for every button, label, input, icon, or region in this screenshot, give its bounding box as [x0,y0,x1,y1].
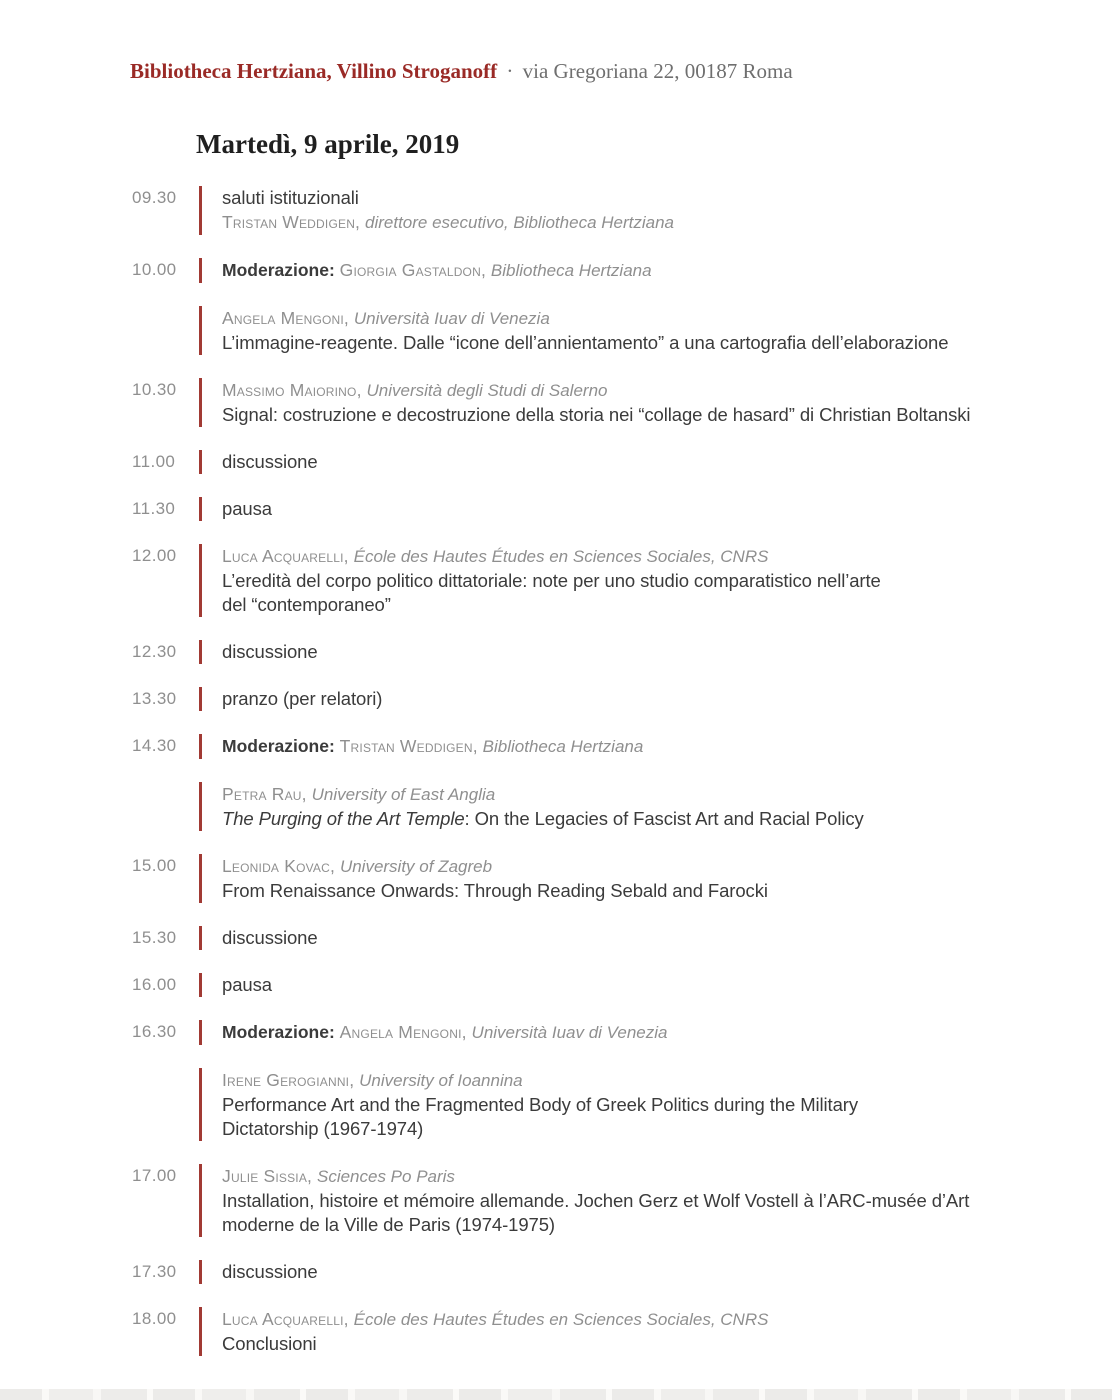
speaker-line [222,378,970,403]
schedule-item [130,1260,1112,1284]
institution-name: Bibliotheca Hertziana, Villino Stroganoff [130,59,498,83]
institution-address: via Gregoriana 22, 00187 Roma [522,59,793,83]
session-label: discussione [222,927,318,948]
item-content [199,926,318,950]
session-label: discussione [222,641,318,662]
speaker-name: Irene Gerogianni, [222,1070,355,1090]
schedule-item [130,782,1112,831]
item-content [199,1068,858,1141]
schedule-item [130,497,1112,521]
schedule-item [130,186,1112,235]
speaker-line [222,544,881,569]
schedule-item [130,854,1112,903]
schedule-item [130,258,1112,283]
talk-title-line: Dictatorship (1967-1974) [222,1118,424,1139]
time-label: 17.00 [132,1166,177,1185]
talk-title-line: moderne de la Ville de Paris (1974-1975) [222,1214,555,1235]
moderation-prefix: Moderazione: [222,1022,335,1042]
speaker-affiliation: Bibliotheca Hertziana [490,261,652,280]
speaker-name: Giorgia Gastaldon, [339,260,487,280]
time-label: 11.30 [132,499,176,518]
schedule-item [130,926,1112,950]
speaker-name: Julie Sissia, [222,1166,313,1186]
talk-title-line: del “contemporaneo” [222,594,391,615]
item-content [199,258,652,283]
schedule-item [130,306,1112,355]
speaker-affiliation: Bibliotheca Hertziana [482,737,644,756]
time-label: 15.00 [132,856,177,875]
session-label: pausa [222,498,272,519]
moderation-prefix: Moderazione: [222,260,335,280]
speaker-affiliation: University of Ioannina [359,1071,523,1090]
speaker-name: Massimo Maiorino, [222,380,362,400]
speaker-line [222,1307,768,1332]
time-label: 15.30 [132,928,177,947]
speaker-affiliation: Università Iuav di Venezia [353,309,550,328]
item-content [199,378,970,427]
item-content [199,306,948,355]
talk-title-line: Conclusioni [222,1333,317,1354]
session-label: saluti istituzionali [222,187,359,208]
talk-title-line: Installation, histoire et mémoire allemande. Jochen Gerz et Wolf Vostell à l’ARC-musée d’Art [222,1190,970,1211]
item-content [199,734,643,759]
schedule-item [130,450,1112,474]
time-label: 13.30 [132,689,177,708]
schedule-item [130,640,1112,664]
time-label: 11.00 [132,452,176,471]
speaker-name: Tristan Weddigen, [222,212,361,232]
schedule-item [130,378,1112,427]
moderation-line [222,1020,667,1045]
item-content [199,1164,969,1237]
item-content [199,782,864,831]
time-label: 17.30 [132,1262,177,1281]
talk-title-line: L’eredità del corpo politico dittatoriale: note per uno studio comparatistico nell’arte [222,570,881,591]
time-label: 09.30 [132,188,177,207]
speaker-affiliation: Università degli Studi di Salerno [366,381,608,400]
talk-title-line [222,807,864,831]
page-header [130,58,1112,85]
item-content [199,640,318,664]
moderation-prefix: Moderazione: [222,736,335,756]
session-label: pranzo (per relatori) [222,688,383,709]
speaker-name: Tristan Weddigen, [339,736,478,756]
item-content [199,186,674,235]
time-label: 16.30 [132,1022,177,1041]
schedule-item [130,734,1112,759]
talk-title-line: Signal: costruzione e decostruzione della storia nei “collage de hasard” di Christian Boltanski [222,404,971,425]
moderation-line [222,258,652,283]
speaker-line [222,1164,969,1189]
schedule-item [130,973,1112,997]
schedule-item [130,1164,1112,1237]
speaker-name: Leonida Kovac, [222,856,336,876]
item-content [199,1307,768,1356]
speaker-affiliation: Sciences Po Paris [316,1167,455,1186]
speaker-affiliation: direttore esecutivo, Bibliotheca Hertziana [365,213,674,232]
speaker-line [222,1068,858,1093]
day-title: Martedì, 9 aprile, 2019 [196,129,460,159]
session-label: pausa [222,974,272,995]
session-label: discussione [222,1261,318,1282]
time-label [130,1068,199,1141]
item-content [199,450,318,474]
speaker-line [222,210,674,235]
speaker-name: Petra Rau, [222,784,307,804]
speaker-name: Luca Acquarelli, [222,1309,349,1329]
item-content [199,1260,318,1284]
speaker-affiliation: École des Hautes Études en Sciences Sociales, CNRS [353,547,769,566]
speaker-line [222,854,768,879]
schedule-item [130,1020,1112,1045]
speaker-line [222,782,864,807]
session-label: discussione [222,451,318,472]
schedule-list [130,186,1112,1356]
schedule-item [130,687,1112,711]
schedule-item [130,544,1112,617]
item-content [199,1020,667,1045]
speaker-affiliation: University of Zagreb [339,857,493,876]
item-content [199,497,272,521]
speaker-affiliation: University of East Anglia [311,785,496,804]
time-label: 10.30 [132,380,177,399]
time-label: 18.00 [132,1309,177,1328]
item-content [199,544,881,617]
time-label: 10.00 [132,260,177,279]
speaker-name: Angela Mengoni, [222,308,349,328]
header-separator: · [506,59,514,83]
talk-title-italic: The Purging of the Art Temple [222,808,465,829]
time-label: 12.30 [132,642,177,661]
item-content [199,973,272,997]
talk-title-rest: : On the Legacies of Fascist Art and Racial Policy [464,808,864,829]
item-content [199,854,768,903]
talk-title-line: From Renaissance Onwards: Through Reading Sebald and Farocki [222,880,768,901]
speaker-line [222,306,948,331]
speaker-affiliation: École des Hautes Études en Sciences Sociales, CNRS [353,1310,769,1329]
time-label: 12.00 [132,546,177,565]
time-label: 16.00 [132,975,177,994]
cropped-bottom-image-strip [0,1389,1112,1400]
moderation-line [222,734,643,759]
speaker-affiliation: Università Iuav di Venezia [471,1023,668,1042]
talk-title-line: Performance Art and the Fragmented Body of Greek Politics during the Military [222,1094,858,1115]
time-label: 14.30 [132,736,177,755]
time-label [130,782,199,831]
item-content [199,687,382,711]
speaker-name: Luca Acquarelli, [222,546,349,566]
speaker-name: Angela Mengoni, [339,1022,467,1042]
schedule-item [130,1307,1112,1356]
talk-title-line: L’immagine-reagente. Dalle “icone dell’annientamento” a una cartografia dell’elaborazione [222,332,949,353]
time-label [130,306,199,355]
schedule-item [130,1068,1112,1141]
